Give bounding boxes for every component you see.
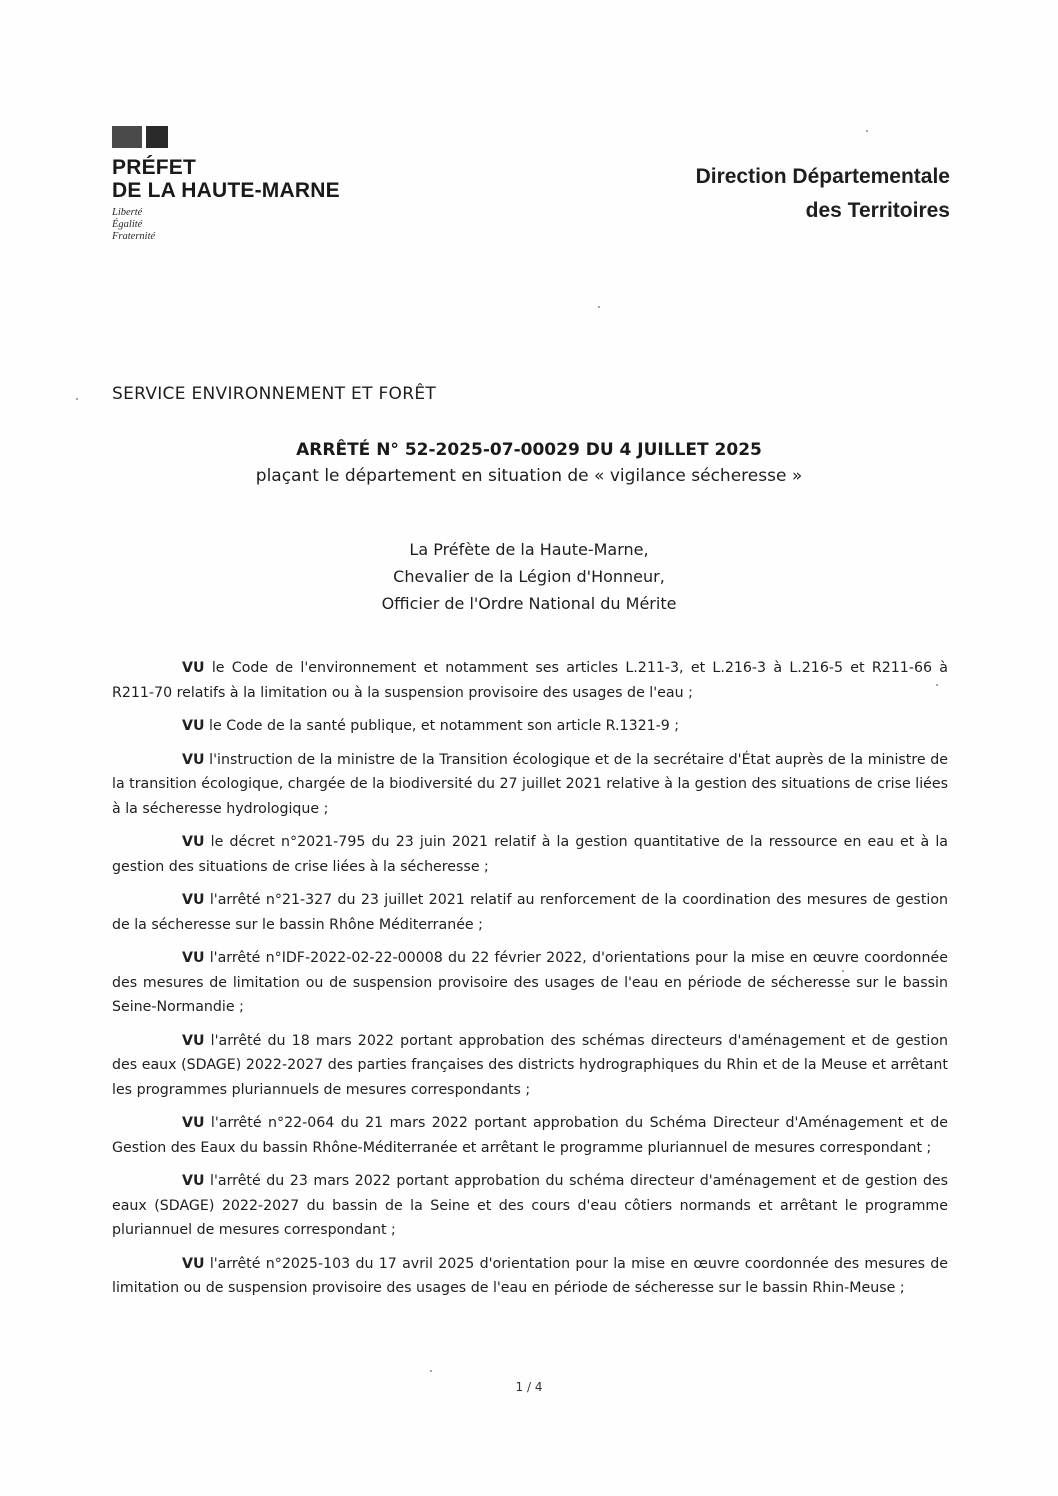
visa-text: l'arrêté n°22-064 du 21 mars 2022 portant approbation du Schéma Directeur d'Aménagement et de Gestion des Eaux du bassin Rhône-Méditerranée et arrêtant le programme pluriannuel de mesures correspondant ; [112, 1115, 948, 1156]
visa-text: le Code de la santé publique, et notamment son article R.1321-9 ; [204, 718, 680, 734]
visa-lead: VU [182, 1173, 205, 1189]
motto-liberte: Liberté [112, 207, 143, 218]
prefet-title-line2: DE LA HAUTE-MARNE [112, 179, 340, 202]
scan-speck [76, 398, 78, 400]
visa-lead: VU [182, 1115, 205, 1131]
visas-list [112, 656, 948, 1310]
visa-lead: VU [182, 892, 205, 908]
prefet-title-line1: PRÉFET [112, 156, 197, 179]
visa-text: l'arrêté du 18 mars 2022 portant approbation des schémas directeurs d'aménagement et de gestion des eaux (SDAGE) 2022-2027 des parties françaises des districts hydrographiques du Rhin et de la Meuse et arrêtant les programmes pluriannuels de mesures correspondants ; [112, 1032, 948, 1098]
visa-lead: VU [182, 1255, 205, 1272]
visa-text: l'arrêté n°21-327 du 23 juillet 2021 relatif au renforcement de la coordination des mesures de gestion de la sécheresse sur le bassin Rhône Méditerranée ; [112, 892, 948, 933]
republic-motto [112, 207, 340, 243]
visa-text: le Code de l'environnement et notamment ses articles L.211-3, et L.216-3 à L.216-5 et R211-66 à R211-70 relatifs à la limitation ou à la suspension provisoire des usages de l'eau ; [112, 660, 948, 701]
visa-paragraph [112, 888, 948, 937]
visa-paragraph [112, 1252, 948, 1301]
visa-paragraph [112, 830, 948, 879]
arrete-subtitle: plaçant le département en situation de « vigilance sécheresse » [255, 466, 803, 486]
prefet-logo-block [112, 126, 340, 243]
authority-block [0, 536, 1058, 617]
visa-text: l'arrêté n°2025-103 du 17 avril 2025 d'orientation pour la mise en œuvre coordonnée des mesures de limitation ou de suspension provisoire des usages de l'eau en période de sécheresse sur le bassin Rhin-Meuse ; [112, 1255, 948, 1296]
direction-line2: des Territoires [805, 199, 950, 222]
visa-paragraph [112, 1111, 948, 1160]
authority-line: Chevalier de la Légion d'Honneur, [393, 567, 665, 586]
visa-paragraph [112, 748, 948, 822]
visa-lead: VU [182, 834, 205, 850]
page-number: 1 / 4 [515, 1380, 543, 1394]
authority-line: La Préfète de la Haute-Marne, [409, 540, 649, 559]
motto-egalite: Égalité [112, 219, 143, 230]
visa-paragraph [112, 946, 948, 1020]
visa-text: l'arrêté du 23 mars 2022 portant approbation du schéma directeur d'aménagement et de gestion des eaux (SDAGE) 2022-2027 du bassin de la Seine et des cours d'eau côtiers normands et arrêtant le programme pluriannuel de mesures correspondant ; [112, 1173, 948, 1238]
visa-text: l'instruction de la ministre de la Transition écologique et de la secrétaire d'État auprès de la ministre de la transition écologique, chargée de la biodiversité du 27 juillet 2021 relative à la gestion des situations de crise liées à la sécheresse hydrologique ; [112, 751, 948, 817]
scan-speck [866, 130, 868, 132]
visa-paragraph [112, 656, 948, 705]
scan-speck [598, 306, 600, 308]
visa-text: l'arrêté n°IDF-2022-02-22-00008 du 22 février 2022, d'orientations pour la mise en œuvre coordonnée des mesures de limitation ou de suspension provisoire des usages de l'eau en période de sécheresse sur le bassin Seine-Normandie ; [112, 950, 948, 1015]
visa-lead: VU [182, 950, 205, 966]
scan-speck [842, 970, 844, 972]
visa-lead: VU [182, 1032, 205, 1049]
direction-line1: Direction Départementale [695, 165, 950, 188]
direction-heading [696, 160, 950, 228]
marianne-logo-icon [112, 126, 340, 148]
visa-lead: VU [182, 660, 205, 676]
visa-paragraph [112, 1169, 948, 1243]
authority-line: Officier de l'Ordre National du Mérite [381, 594, 677, 613]
visa-paragraph [112, 714, 948, 739]
visa-paragraph [112, 1029, 948, 1103]
service-name: SERVICE ENVIRONNEMENT ET FORÊT [112, 384, 437, 404]
scan-speck [936, 684, 938, 686]
motto-fraternite: Fraternité [112, 231, 156, 242]
visa-lead: VU [182, 718, 205, 734]
visa-text: le décret n°2021-795 du 23 juin 2021 relatif à la gestion quantitative de la ressource en eau et à la gestion des situations de crise liées à la sécheresse ; [112, 834, 948, 875]
scan-speck [430, 1370, 432, 1372]
visa-lead: VU [182, 751, 205, 768]
prefet-title [112, 156, 340, 202]
arrete-title: ARRÊTÉ N° 52-2025-07-00029 DU 4 JUILLET 2025 [296, 440, 762, 460]
